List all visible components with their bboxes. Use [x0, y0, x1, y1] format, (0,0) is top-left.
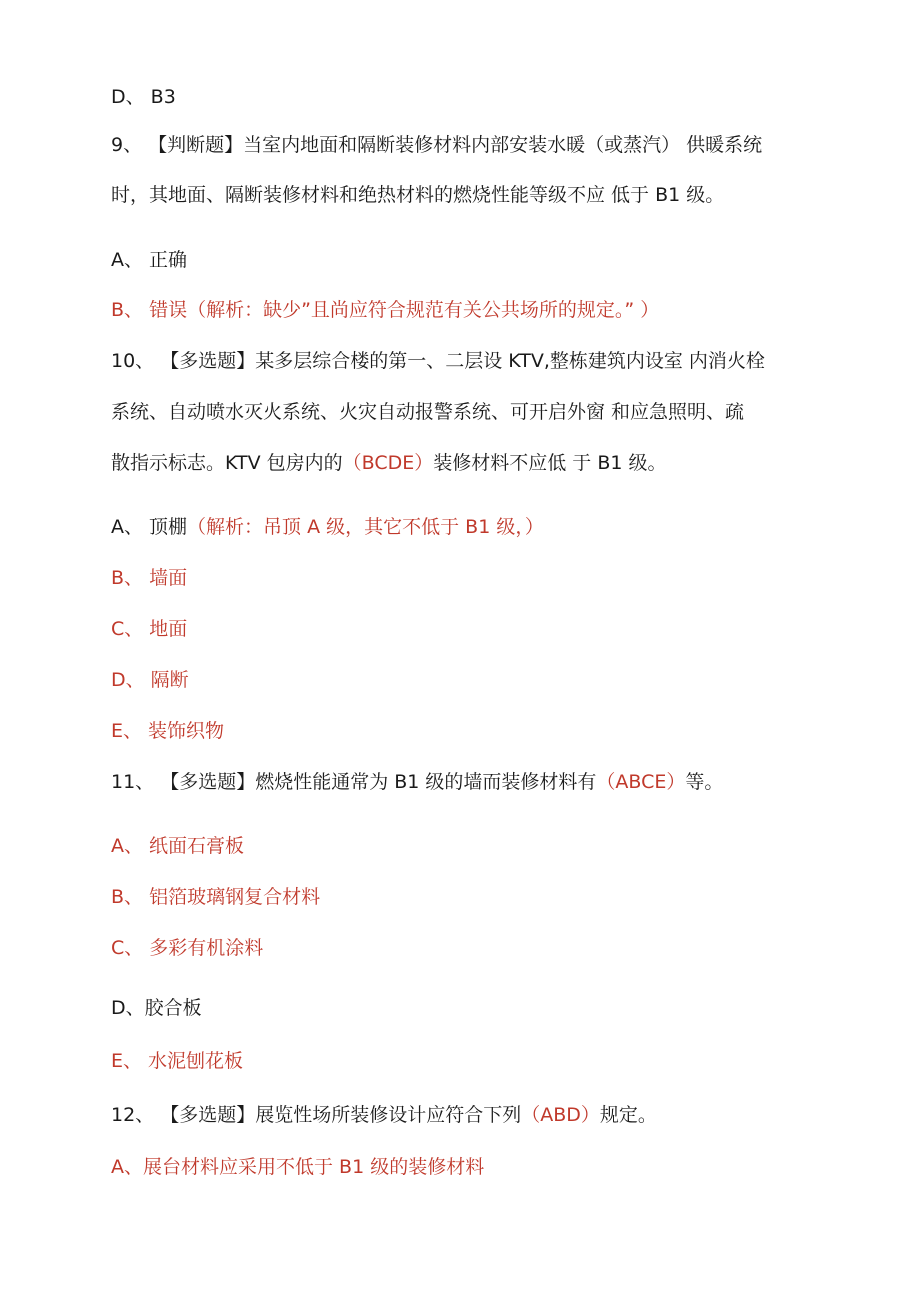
option-line: D、 B3: [111, 86, 176, 108]
question-line: 12、 【多选题】展览性场所装修设计应符合下列（ABD）规定。: [111, 1104, 657, 1126]
explanation-note: （解析：吊顶 A 级，其它不低于 B1 级，）: [187, 516, 544, 538]
question-line: 9、 【判断题】当室内地面和隔断装修材料内部安装水暖（或蒸汽） 供暖系统: [111, 134, 763, 156]
answer-option-line: C、 多彩有机涂料: [111, 937, 264, 959]
answer-key: （BCDE）: [342, 452, 434, 474]
answer-key: （ABD）: [521, 1104, 600, 1126]
answer-option-line: B、 墙面: [111, 567, 188, 589]
answer-option-line: A、 纸面石膏板: [111, 835, 245, 857]
answer-key: （ABCE）: [596, 771, 686, 793]
answer-option-line: B、 铝箔玻璃钢复合材料: [111, 886, 321, 908]
option-line: A、 顶棚（解析：吊顶 A 级，其它不低于 B1 级，）: [111, 516, 544, 538]
question-line: 11、 【多选题】燃烧性能通常为 B1 级的墙而装修材料有（ABCE）等。: [111, 771, 724, 793]
answer-option-line: B、 错误（解析：缺少”且尚应符合规范有关公共场所的规定。” ）: [111, 299, 660, 321]
answer-option-line: E、 装饰织物: [111, 720, 225, 742]
question-line: 系统、自动喷水灭火系统、火灾自动报警系统、可开启外窗 和应急照明、疏: [111, 401, 745, 423]
question-line: 时，其地面、隔断装修材料和绝热材料的燃烧性能等级不应 低于 B1 级。: [111, 184, 725, 206]
answer-option-line: A、展台材料应采用不低于 B1 级的装修材料: [111, 1156, 485, 1178]
answer-option-line: D、 隔断: [111, 669, 189, 691]
option-line: A、 正确: [111, 249, 188, 271]
answer-option-line: E、 水泥刨花板: [111, 1050, 244, 1072]
answer-option-line: C、 地面: [111, 618, 188, 640]
question-line: 散指示标志。KTV 包房内的（BCDE）装修材料不应低 于 B1 级。: [111, 452, 667, 474]
question-line: 10、 【多选题】某多层综合楼的第一、二层设 KTV,整栋建筑内设室 内消火栓: [111, 350, 765, 372]
option-line: D、胶合板: [111, 997, 202, 1019]
